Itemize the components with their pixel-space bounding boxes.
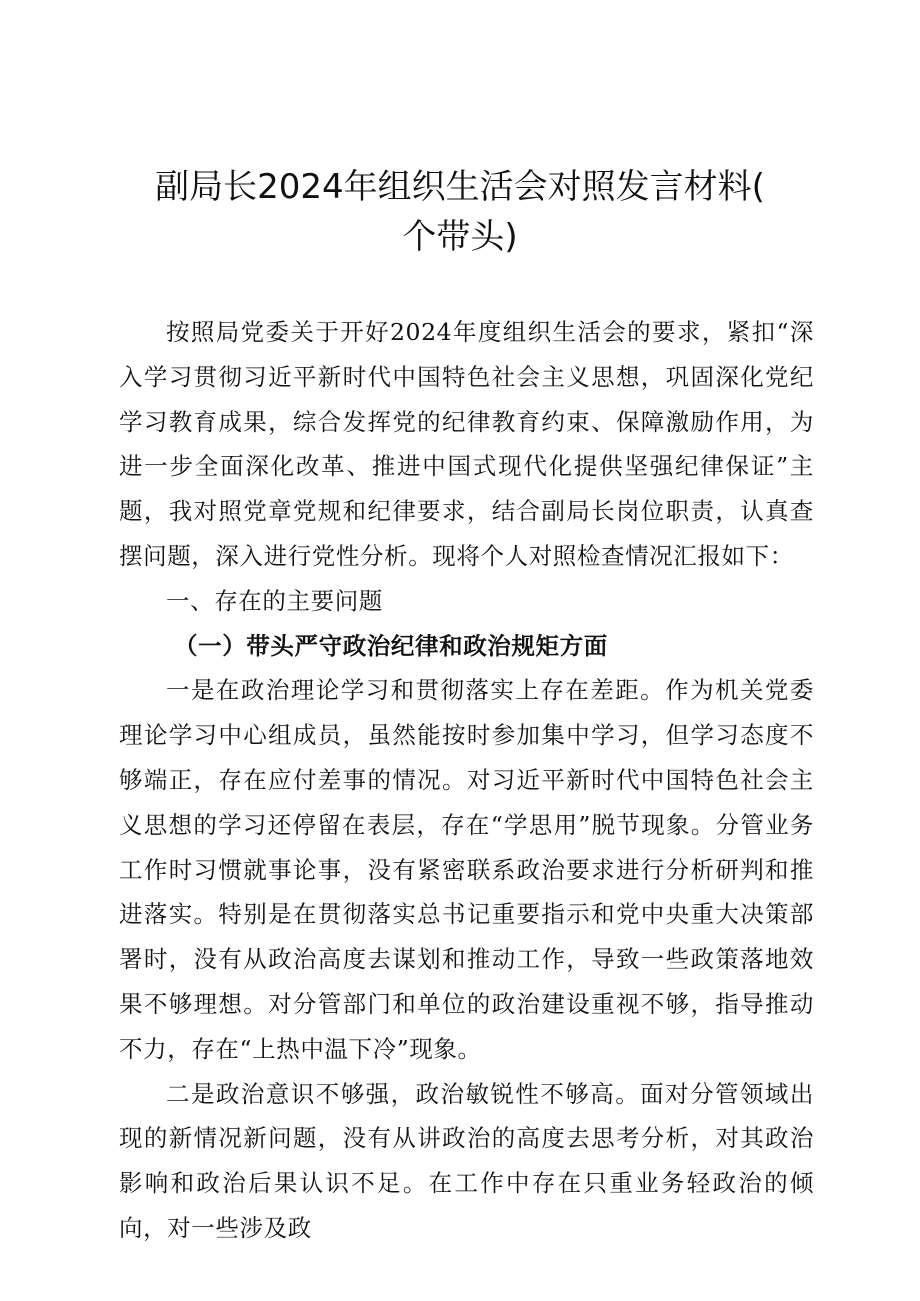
body-paragraph: 一是在政治理论学习和贯彻落实上存在差距。作为机关党委理论学习中心组成员，虽然能按时参加集中学习，但学习态度不够端正，存在应付差事的情况。对习近平新时代中国特色社会主义思想的学习还停留在表层，存在“学思用”脱节现象。分管业务工作时习惯就事论事，没有紧密联系政治要求进行分析研判和推进落实。特别是在贯彻落实总书记重要指示和党中央重大决策部署时，没有从政治高度去谋划和推动工作，导致一些政策落地效果不够理想。对分管部门和单位的政治建设重视不够，指导推动不力，存在“上热中温下冷”现象。 [119, 676, 814, 1063]
section-heading: 一、存在的主要问题 [166, 586, 383, 615]
document-title [100, 162, 820, 262]
title-line-2: 个带头) [402, 217, 518, 257]
intro-paragraph: 按照局党委关于开好2024年度组织生活会的要求，紧扣“深入学习贯彻习近平新时代中国特色社会主义思想，巩固深化党纪学习教育成果，综合发挥党的纪律教育约束、保障激励作用，为进一步全面深化改革、推进中国式现代化提供坚强纪律保证”主题，我对照党章党规和纪律要求，结合副局长岗位职责，认真查摆问题，深入进行党性分析。现将个人对照检查情况汇报如下： [119, 318, 814, 570]
document-body [119, 310, 814, 1251]
subsection-heading: （一）带头严守政治纪律和政治规矩方面 [174, 631, 608, 660]
title-line-1: 副局长2024年组织生活会对照发言材料( [155, 167, 765, 207]
body-paragraph: 二是政治意识不够强，政治敏锐性不够高。面对分管领域出现的新情况新问题，没有从讲政治的高度去思考分析，对其政治影响和政治后果认识不足。在工作中存在只重业务轻政治的倾向，对一些涉及政 [119, 1079, 814, 1242]
